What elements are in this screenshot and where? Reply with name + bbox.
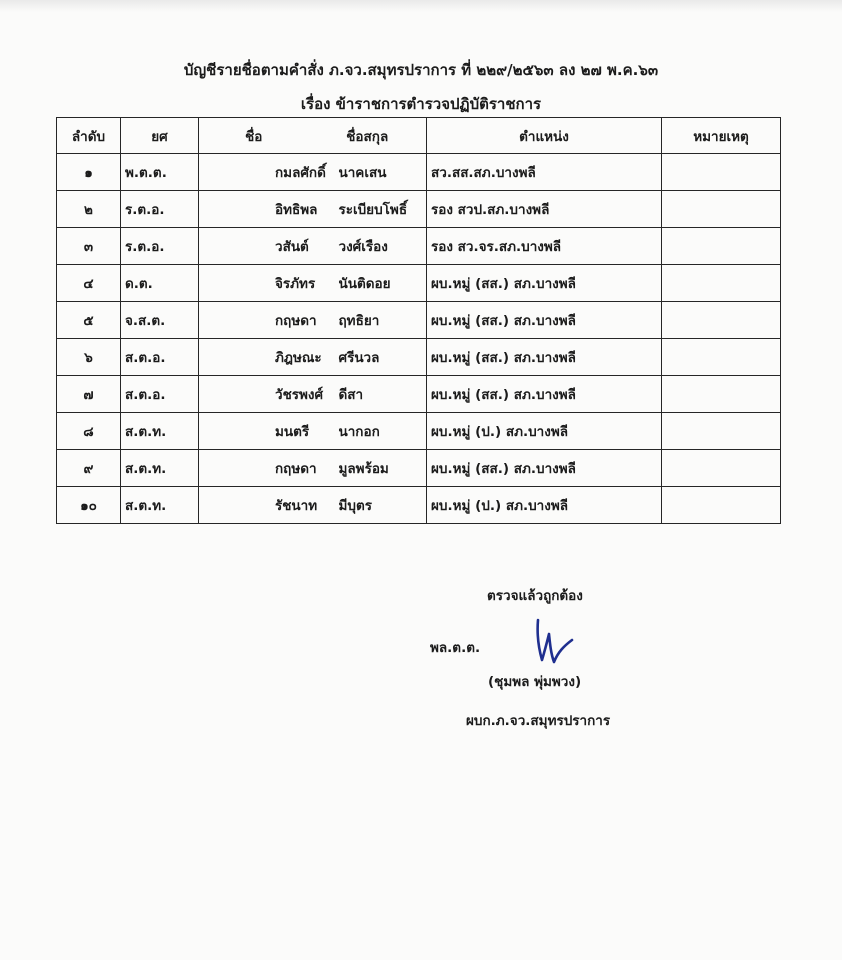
cell-last-name: นากอก [309, 413, 427, 450]
cell-remark [662, 413, 781, 450]
cell-rank: ส.ต.ท. [121, 487, 199, 524]
cell-rank: ร.ต.อ. [121, 191, 199, 228]
cell-first-name: กมลศักดิ์ [199, 154, 309, 191]
cell-position: รอง สว.จร.สภ.บางพลี [427, 228, 662, 265]
cell-position: ผบ.หมู่ (สส.) สภ.บางพลี [427, 302, 662, 339]
cell-no: ๘ [57, 413, 121, 450]
table-row [57, 487, 781, 524]
cell-last-name: มูลพร้อม [309, 450, 427, 487]
table-row [57, 413, 781, 450]
signer-position: ผบก.ภ.จว.สมุทรปราการ [466, 713, 611, 729]
cell-remark [662, 487, 781, 524]
cell-last-name: ดีสา [309, 376, 427, 413]
cell-remark [662, 265, 781, 302]
table-row [57, 265, 781, 302]
header-remark: หมายเหตุ [662, 118, 781, 154]
cell-position: ผบ.หมู่ (สส.) สภ.บางพลี [427, 376, 662, 413]
cell-rank: ส.ต.ท. [121, 413, 199, 450]
cell-last-name: วงศ์เรือง [309, 228, 427, 265]
cell-remark [662, 302, 781, 339]
cell-no: ๗ [57, 376, 121, 413]
cell-no: ๒ [57, 191, 121, 228]
cell-no: ๓ [57, 228, 121, 265]
cell-no: ๔ [57, 265, 121, 302]
cell-no: ๑๐ [57, 487, 121, 524]
handwritten-signature [528, 614, 578, 670]
table-header [57, 118, 781, 154]
header-last-name: ชื่อสกุล [309, 118, 427, 154]
cell-last-name: นาคเสน [309, 154, 427, 191]
cell-first-name: กฤษดา [199, 450, 309, 487]
cell-rank: ส.ต.อ. [121, 339, 199, 376]
cell-position: ผบ.หมู่ (ป.) สภ.บางพลี [427, 487, 662, 524]
signer-name: (ชุมพล พุ่มพวง) [488, 674, 582, 690]
cell-no: ๑ [57, 154, 121, 191]
cell-rank: พ.ต.ต. [121, 154, 199, 191]
cell-first-name: ภิฎษณะ [199, 339, 309, 376]
cell-position: ผบ.หมู่ (สส.) สภ.บางพลี [427, 265, 662, 302]
page-top-edge [0, 0, 842, 12]
table-row [57, 376, 781, 413]
cell-remark [662, 228, 781, 265]
cell-first-name: มนตรี [199, 413, 309, 450]
table-body [57, 154, 781, 524]
cell-position: ผบ.หมู่ (สส.) สภ.บางพลี [427, 450, 662, 487]
cell-last-name: นันติดอย [309, 265, 427, 302]
cell-rank: ร.ต.อ. [121, 228, 199, 265]
cell-last-name: มีบุตร [309, 487, 427, 524]
cell-no: ๙ [57, 450, 121, 487]
cell-first-name: วัชรพงศ์ [199, 376, 309, 413]
cell-position: ผบ.หมู่ (ป.) สภ.บางพลี [427, 413, 662, 450]
cell-first-name: รัชนาท [199, 487, 309, 524]
cell-rank: ด.ต. [121, 265, 199, 302]
table-row [57, 228, 781, 265]
header-position: ตำแหน่ง [427, 118, 662, 154]
personnel-table [56, 117, 781, 524]
header-row [57, 118, 781, 154]
cell-last-name: ศรีนวล [309, 339, 427, 376]
document-subject: เรื่อง ข้าราชการตำรวจปฏิบัติราชการ [300, 95, 542, 113]
cell-rank: ส.ต.ท. [121, 450, 199, 487]
cell-first-name: กฤษดา [199, 302, 309, 339]
cell-first-name: จิรภัทร [199, 265, 309, 302]
cell-remark [662, 376, 781, 413]
cell-position: ผบ.หมู่ (สส.) สภ.บางพลี [427, 339, 662, 376]
table-row [57, 191, 781, 228]
table-row [57, 154, 781, 191]
header-rank: ยศ [121, 118, 199, 154]
cell-last-name: ฤทธิยา [309, 302, 427, 339]
cell-first-name: วสันต์ [199, 228, 309, 265]
cell-first-name: อิทธิพล [199, 191, 309, 228]
signer-rank: พล.ต.ต. [430, 640, 481, 656]
verification-note: ตรวจแล้วถูกต้อง [487, 588, 583, 604]
table-row [57, 450, 781, 487]
table-row [57, 302, 781, 339]
header-first-name: ชื่อ [199, 118, 309, 154]
table-row [57, 339, 781, 376]
cell-remark [662, 154, 781, 191]
cell-remark [662, 450, 781, 487]
cell-remark [662, 339, 781, 376]
cell-rank: ส.ต.อ. [121, 376, 199, 413]
cell-remark [662, 191, 781, 228]
cell-rank: จ.ส.ต. [121, 302, 199, 339]
header-no: ลำดับ [57, 118, 121, 154]
cell-last-name: ระเบียบโพธิ์ [309, 191, 427, 228]
cell-no: ๖ [57, 339, 121, 376]
document-title: บัญชีรายชื่อตามคำสั่ง ภ.จว.สมุทรปราการ ที่ ๒๒๙/๒๕๖๓ ลง ๒๗ พ.ค.๖๓ [183, 61, 659, 79]
cell-position: รอง สวป.สภ.บางพลี [427, 191, 662, 228]
cell-no: ๕ [57, 302, 121, 339]
cell-position: สว.สส.สภ.บางพลี [427, 154, 662, 191]
